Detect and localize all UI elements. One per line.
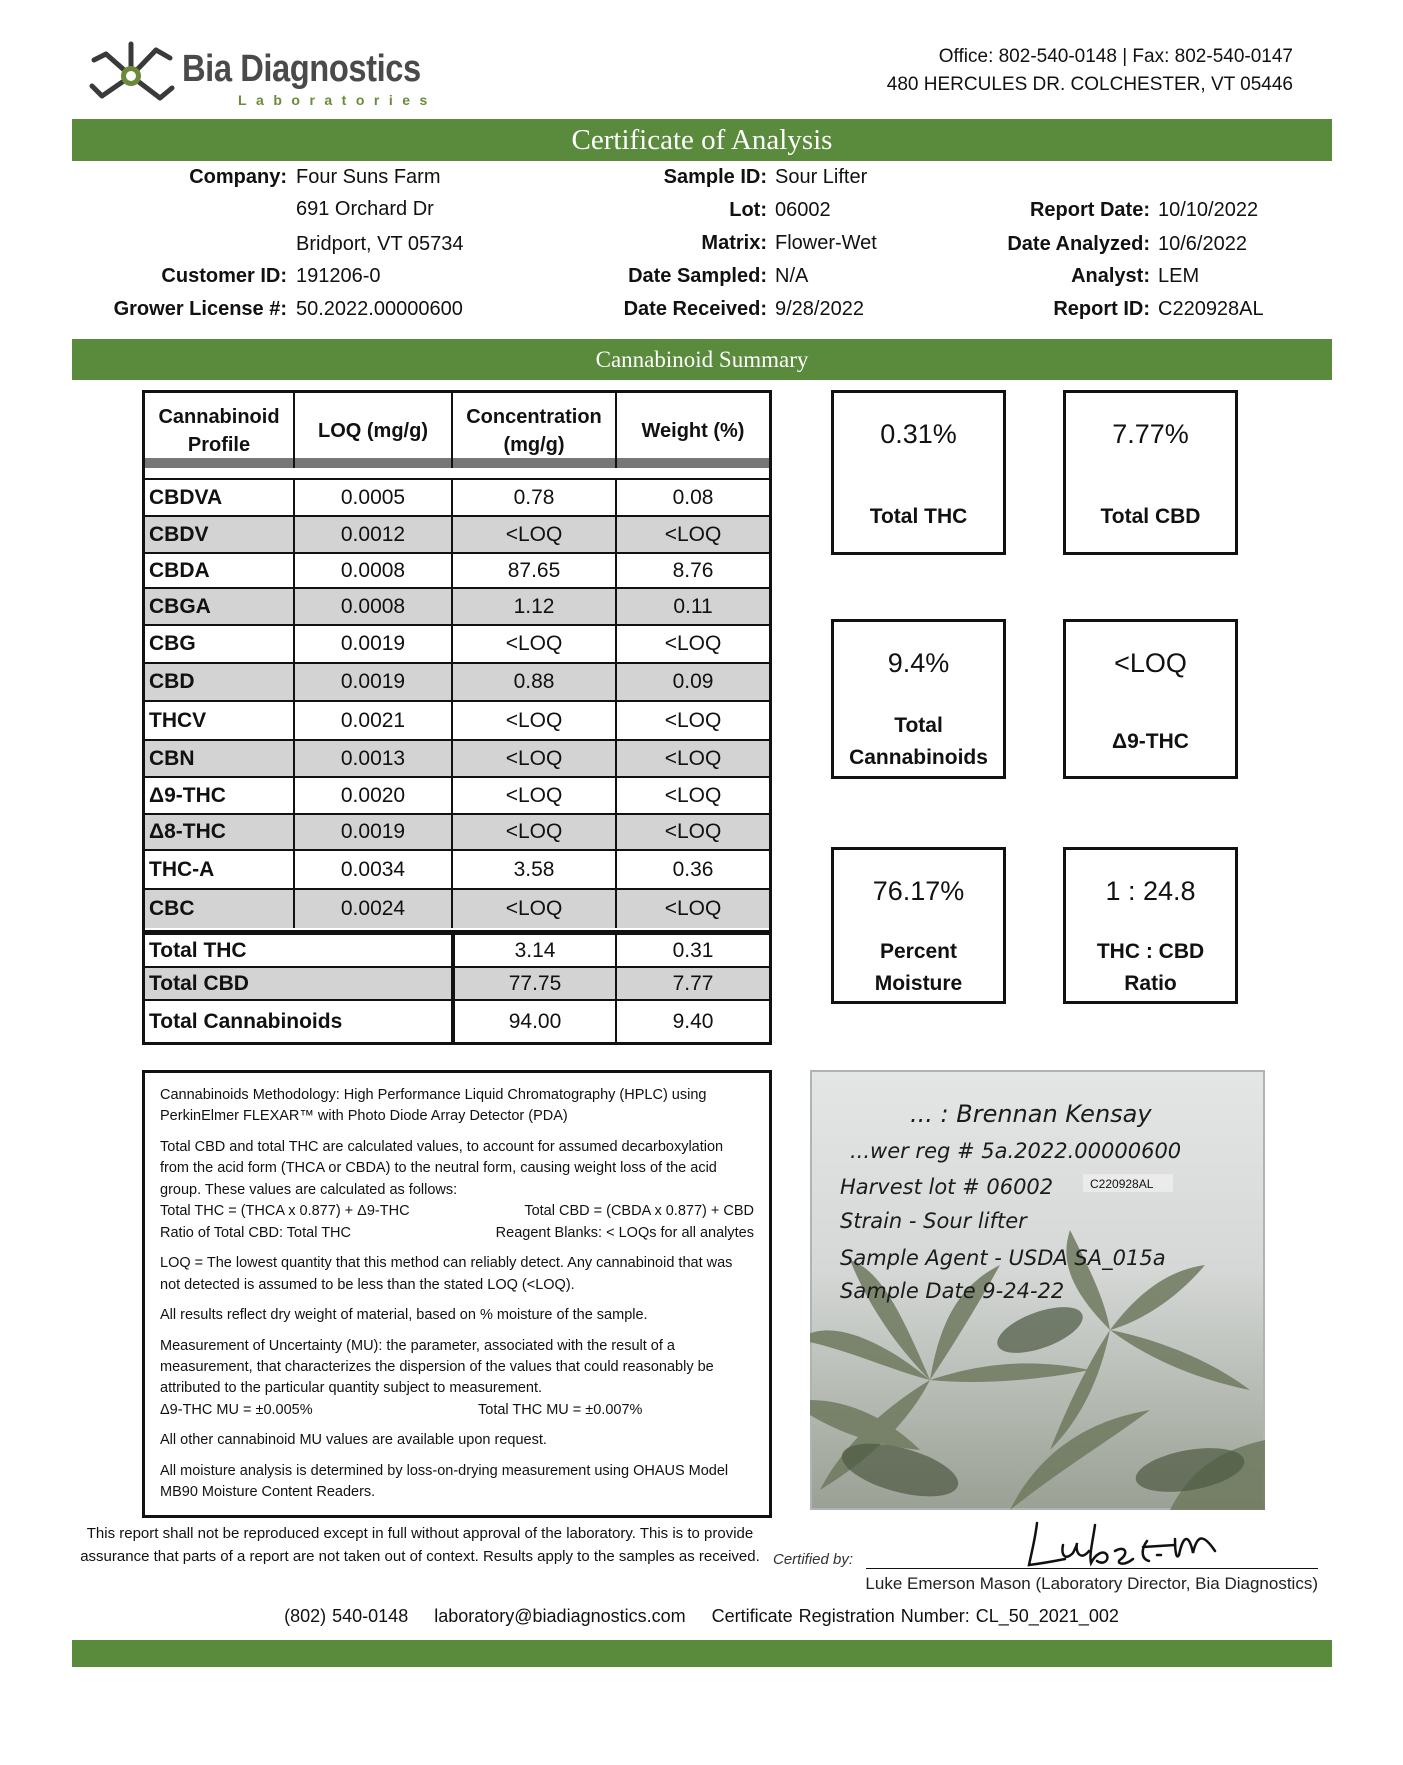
certificate-title: Certificate of Analysis [72, 119, 1332, 161]
header-weight: Weight (%) [641, 419, 745, 442]
footer-phone: (802) 540-0148 [284, 1606, 409, 1626]
loq-value: 0.0008 [295, 589, 453, 624]
footer-band [72, 1640, 1332, 1667]
total-thc-value: 0.31% [880, 419, 957, 449]
lab-name: Bia Diagnostics [182, 48, 421, 90]
lot-value: 06002 [775, 199, 831, 221]
weight-value: 0.36 [672, 857, 714, 881]
matrix-value: Flower-Wet [775, 232, 877, 254]
report-id-value: C220928AL [1158, 298, 1264, 320]
phone-fax: Office: 802-540-0148 | Fax: 802-540-0147 [938, 46, 1293, 67]
photo-sample-tag: C220928AL [1090, 1177, 1154, 1191]
total-name: Total CBD [145, 968, 453, 999]
concentration-value: 3.58 [453, 851, 617, 888]
d9-thc-value: <LOQ [1114, 648, 1187, 678]
moisture-value: 76.17% [872, 876, 965, 906]
loq-value: 0.0013 [295, 741, 453, 776]
lab-logo [86, 36, 437, 116]
cannabinoid-name: THCV [145, 702, 295, 739]
total-row [145, 930, 769, 966]
certified-by-label: Certified by: [773, 1551, 854, 1568]
total-cannabinoids-box [831, 619, 1006, 779]
table-row [145, 515, 769, 552]
sample-photo [810, 1070, 1265, 1510]
weight-value: <LOQ [664, 820, 722, 843]
total-cbd-value: 7.77% [1112, 419, 1189, 449]
loq-value: 0.0024 [295, 890, 453, 928]
lab-subtitle: Laboratories [238, 92, 437, 108]
concentration-value: <LOQ [453, 890, 617, 928]
loq-value: 0.0019 [295, 626, 453, 662]
loq-value: 0.0021 [295, 702, 453, 739]
table-row [145, 587, 769, 624]
cannabinoid-name: CBDV [145, 517, 295, 552]
total-concentration: 94.00 [453, 1001, 617, 1042]
signature-line [866, 1568, 1318, 1569]
method-mu: Measurement of Uncertainty (MU): the parameter, associated with the result of a measurement, that characterizes the dispersion of the values that could reasonably be attributed to the particular quantity subject to measurement. [160, 1337, 714, 1397]
concentration-value: <LOQ [453, 702, 617, 739]
reagent-blanks-note: Reagent Blanks: < LOQs for all analytes [495, 1224, 754, 1241]
date-sampled-value: N/A [775, 265, 809, 287]
date-received-value: 9/28/2022 [775, 298, 864, 320]
loq-value: 0.0012 [295, 517, 453, 552]
concentration-value: 87.65 [453, 554, 617, 587]
method-hplc: Cannabinoids Methodology: High Performance Liquid Chromatography (HPLC) using PerkinElmer FLEXAR™ with Photo Diode Array Detector (PDA) [160, 1087, 707, 1125]
total-thc-box [831, 390, 1006, 555]
cannabinoid-name: CBDVA [145, 480, 295, 515]
weight-value: 0.09 [672, 670, 714, 693]
cannabinoid-name: CBN [145, 741, 295, 776]
table-row [145, 849, 769, 888]
methodology-box [142, 1070, 772, 1518]
mu-total-thc: Total THC MU = ±0.007% [478, 1401, 643, 1418]
molecule-logo-icon [86, 36, 176, 116]
weight-value: 0.08 [672, 485, 714, 509]
concentration-value: <LOQ [453, 778, 617, 813]
total-cannabinoids-value: 9.4% [887, 648, 950, 678]
disclaimer: This report shall not be reproduced except in full without approval of the laboratory. This is to provide assurance that parts of a report are not taken out of context. Results apply to the samples as received. [80, 1525, 760, 1566]
weight-value: 0.11 [673, 594, 713, 618]
analyst-value: LEM [1158, 265, 1200, 287]
total-cannabinoids-label: Total Cannabinoids [849, 714, 988, 769]
formula-row [160, 1201, 754, 1222]
ratio-note: Ratio of Total CBD: Total THC [160, 1224, 351, 1241]
weight-value: <LOQ [664, 783, 722, 807]
method-calculation: Total CBD and total THC are calculated values, to account for assumed decarboxylation from the acid form (THCA or CBDA) to the neutral form, causing weight loss of the acid group. These values are calculated as follows: [160, 1138, 724, 1198]
table-row [145, 478, 769, 515]
total-name: Total THC [145, 935, 453, 966]
weight-value: <LOQ [664, 897, 722, 920]
cannabinoid-name: CBGA [145, 589, 295, 624]
photo-note-3: Harvest lot # 06002 [840, 1175, 1054, 1199]
photo-note-6: Sample Date 9-24-22 [840, 1279, 1065, 1303]
total-weight: 7.77 [672, 971, 714, 995]
total-weight: 0.31 [672, 938, 714, 962]
cannabinoid-name: Δ9-THC [145, 778, 295, 813]
loq-value: 0.0019 [295, 815, 453, 849]
analyst-label: Analyst: [1071, 265, 1150, 287]
mu-d9-thc: Δ9-THC MU = ±0.005% [160, 1401, 313, 1418]
weight-value: 8.76 [672, 558, 714, 582]
concentration-value: <LOQ [453, 815, 617, 849]
thc-cbd-ratio-box [1063, 847, 1238, 1004]
loq-value: 0.0005 [295, 480, 453, 515]
moisture-box [831, 847, 1006, 1004]
signer-name: Luke Emerson Mason (Laboratory Director, Bia Diagnostics) [865, 1574, 1318, 1593]
date-received-label: Date Received: [623, 298, 767, 320]
total-row [145, 966, 769, 999]
weight-value: <LOQ [664, 522, 722, 546]
total-concentration: 3.14 [453, 935, 617, 966]
total-weight: 9.40 [672, 1009, 714, 1033]
loq-value: 0.0020 [295, 778, 453, 813]
cannabinoid-name: Δ8-THC [145, 815, 295, 849]
method-dry-weight: All results reflect dry weight of material, based on % moisture of the sample. [160, 1307, 648, 1324]
cannabinoid-summary-title: Cannabinoid Summary [72, 339, 1332, 380]
grower-license-value: 50.2022.00000600 [296, 298, 463, 320]
ratio-row [160, 1223, 754, 1244]
total-row [145, 999, 769, 1042]
weight-value: <LOQ [664, 632, 722, 655]
footer-contact [0, 1606, 1403, 1627]
table-row [145, 776, 769, 813]
photo-note-4: Strain - Sour lifter [840, 1209, 1027, 1233]
company-label: Company: [189, 166, 287, 188]
report-date-value: 10/10/2022 [1158, 199, 1259, 221]
thc-cbd-ratio-label: THC : CBD Ratio [1096, 940, 1205, 995]
matrix-label: Matrix: [701, 232, 767, 254]
lab-address: 480 HERCULES DR. COLCHESTER, VT 05446 [886, 74, 1293, 95]
table-row [145, 700, 769, 739]
header-loq: LOQ (mg/g) [295, 393, 453, 468]
method-moisture: All moisture analysis is determined by loss-on-drying measurement using OHAUS Model MB90 Moisture Content Readers. [160, 1462, 729, 1501]
formula-total-cbd: Total CBD = (CBDA x 0.877) + CBD [524, 1203, 754, 1220]
photo-note-1: ... : Brennan Kensay [910, 1100, 1152, 1128]
cannabinoid-name: THC-A [145, 851, 295, 888]
cannabinoid-name: CBG [145, 626, 295, 662]
date-analyzed-value: 10/6/2022 [1158, 233, 1247, 255]
date-sampled-label: Date Sampled: [628, 265, 767, 287]
report-date-label: Report Date: [1029, 199, 1150, 221]
table-row [145, 662, 769, 700]
formula-total-thc: Total THC = (THCA x 0.877) + Δ9-THC [160, 1203, 410, 1220]
weight-value: <LOQ [664, 746, 722, 770]
table-row [145, 552, 769, 587]
sample-id-value: Sour Lifter [775, 166, 868, 188]
cannabinoid-name: CBDA [145, 554, 295, 587]
loq-value: 0.0008 [295, 554, 453, 587]
header-profile: Cannabinoid Profile [145, 393, 295, 468]
signature-image [1025, 1515, 1225, 1575]
customer-id-value: 191206-0 [296, 265, 381, 287]
concentration-value: <LOQ [453, 741, 617, 776]
cannabinoid-table [142, 390, 772, 1045]
address-line2: Bridport, VT 05734 [296, 233, 464, 255]
total-cbd-box [1063, 390, 1238, 555]
table-row [145, 888, 769, 928]
method-other-mu: All other cannabinoid MU values are available upon request. [160, 1432, 547, 1449]
total-concentration: 77.75 [453, 968, 617, 999]
moisture-label: Percent Moisture [874, 940, 963, 995]
address-line1: 691 Orchard Dr [296, 198, 434, 220]
concentration-value: 1.12 [453, 589, 617, 624]
grower-license-label: Grower License #: [113, 298, 287, 320]
report-id-label: Report ID: [1053, 298, 1150, 320]
cannabinoid-name: CBC [145, 890, 295, 928]
photo-note-5: Sample Agent - USDA SA_015a [840, 1246, 1166, 1270]
d9-thc-box [1063, 619, 1238, 779]
footer-email: laboratory@biadiagnostics.com [434, 1606, 686, 1626]
method-loq: LOQ = The lowest quantity that this method can reliably detect. Any cannabinoid that was not detected is assumed to be less than the stated LOQ (<LOQ). [160, 1255, 733, 1293]
footer-cert-number: Certificate Registration Number: CL_50_2021_002 [711, 1606, 1119, 1626]
sample-bag-image [810, 1070, 1265, 1510]
table-row [145, 813, 769, 849]
company-value: Four Suns Farm [296, 166, 441, 188]
concentration-value: 0.88 [453, 664, 617, 700]
weight-value: <LOQ [664, 708, 722, 732]
table-row [145, 739, 769, 776]
total-thc-label: Total THC [869, 505, 968, 528]
concentration-value: <LOQ [453, 517, 617, 552]
d9-thc-label: Δ9-THC [1112, 730, 1189, 753]
customer-id-label: Customer ID: [161, 265, 287, 287]
lot-label: Lot: [729, 199, 767, 221]
concentration-value: <LOQ [453, 626, 617, 662]
header-concentration: Concentration (mg/g) [453, 393, 617, 468]
concentration-value: 0.78 [453, 480, 617, 515]
table-row [145, 624, 769, 662]
total-cbd-label: Total CBD [1100, 505, 1201, 528]
date-analyzed-label: Date Analyzed: [1007, 233, 1150, 255]
mu-row [160, 1400, 754, 1421]
table-header [145, 393, 769, 468]
sample-id-label: Sample ID: [663, 166, 767, 188]
loq-value: 0.0019 [295, 664, 453, 700]
photo-note-2: ...wer reg # 5a.2022.00000600 [850, 1139, 1182, 1163]
total-name: Total Cannabinoids [145, 1001, 453, 1042]
cannabinoid-name: CBD [145, 664, 295, 700]
loq-value: 0.0034 [295, 851, 453, 888]
thc-cbd-ratio-value: 1 : 24.8 [1105, 876, 1196, 906]
